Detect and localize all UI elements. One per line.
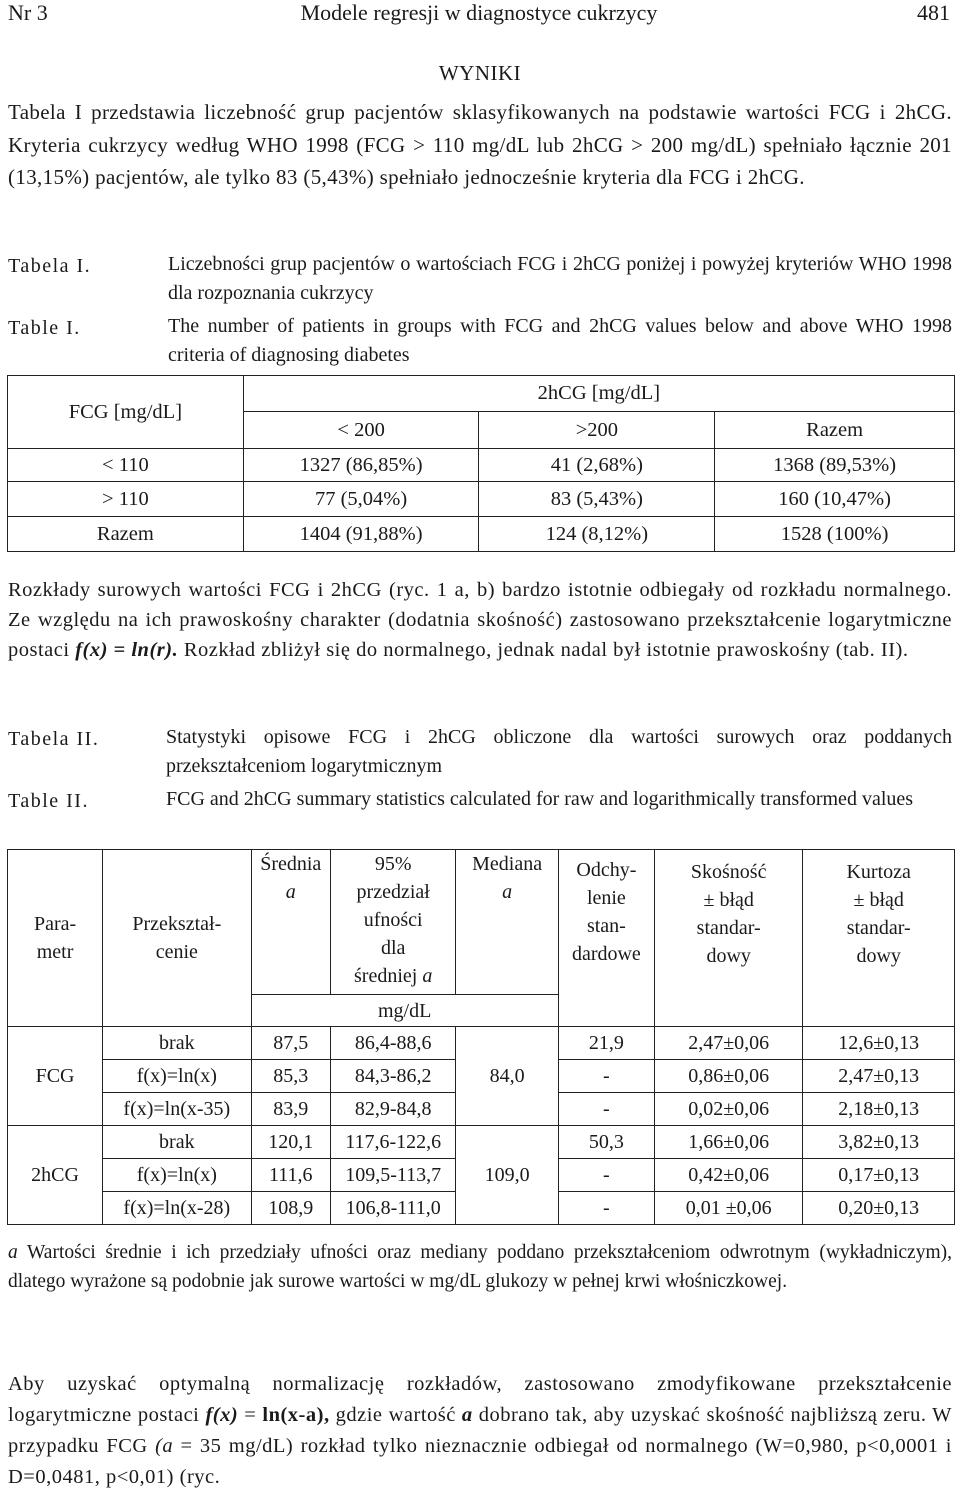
- table2-kurt: 2,18±0,13: [803, 1093, 955, 1126]
- table1-col-group: 2hCG [mg/dL]: [243, 376, 954, 412]
- table2-kurt: 3,82±0,13: [803, 1126, 955, 1159]
- table1-caption-pl: Liczebności grup pacjentów o wartościach FCG i 2hCG poniżej i powyżej kryteriów WHO 1998 dla rozpoznania cukrzycy: [168, 253, 952, 304]
- table2-mean: 111,6: [251, 1159, 330, 1192]
- table1-row-label: Razem: [8, 517, 244, 552]
- table1-cell: 83 (5,43%): [479, 482, 715, 517]
- table2-param: 2hCG: [8, 1126, 103, 1225]
- table2-transform: f(x)=ln(x): [103, 1159, 251, 1192]
- table1-row-header: FCG [mg/dL]: [8, 376, 244, 449]
- table2-caption-pl: Statystyki opisowe FCG i 2hCG obliczone dla wartości surowych oraz poddanych przekształceniom logarytmicznym: [166, 726, 952, 777]
- table1-cell: 1327 (86,85%): [243, 449, 479, 482]
- table2: [7, 849, 955, 1225]
- issue-number: Nr 3: [8, 0, 48, 25]
- results-paragraph-1: Tabela I przedstawia liczebność grup pacjentów sklasyfikowanych na podstawie wartości FCG i 2hCG. Kryteria cukrzycy według WHO 1998 (FCG > 110 mg/dL lub 2hCG > 200 mg/dL) spełniało łącznie 201 (13,15%) pacjentów, ale tylko 83 (5,43%) spełniało jednocześnie kryteria dla FCG i 2hCG.: [8, 100, 952, 189]
- table1-label-pl: Tabela I.: [8, 255, 92, 277]
- formula: a: [461, 1404, 473, 1426]
- table2-transform: brak: [103, 1027, 251, 1060]
- table2-median: 109,0: [456, 1126, 558, 1225]
- table1-col-header: < 200: [243, 412, 479, 449]
- table2-label-en: Table II.: [8, 790, 89, 812]
- table2-header-unit: mg/dL: [251, 995, 558, 1027]
- table2-skew: 2,47±0,06: [654, 1027, 802, 1060]
- table2-mean: 108,9: [251, 1192, 330, 1225]
- paragraph3-text: dobrano tak, aby uzyskać skośność najbliższą zeru. W przypadku FCG: [8, 1404, 953, 1457]
- table2-header-sd: Odchy- lenie stan- dardowe: [558, 850, 654, 1027]
- table2-skew: 1,66±0,06: [654, 1126, 802, 1159]
- table2-kurt: 2,47±0,13: [803, 1060, 955, 1093]
- table2-footnote: [8, 1238, 952, 1296]
- table2-transform: f(x)=ln(x-28): [103, 1192, 251, 1225]
- table-row: [8, 1126, 955, 1159]
- footnote-marker: a: [8, 1242, 18, 1263]
- table2-header-mean: Średnia a: [251, 850, 330, 995]
- paragraph3-text: gdzie wartość: [329, 1404, 462, 1426]
- table-row: [8, 449, 955, 482]
- table2-caption: [8, 723, 952, 847]
- table2-header-param: Para- metr: [8, 850, 103, 1027]
- table1-cell: 1528 (100%): [715, 517, 955, 552]
- table2-ci: 82,9-84,8: [330, 1093, 455, 1126]
- table2-ci: 109,5-113,7: [330, 1159, 455, 1192]
- table2-header-transform: Przekształ- cenie: [103, 850, 251, 1027]
- footnote-text: Wartości średnie i ich przedziały ufności oraz mediany poddano przekształceniom odwrotnym (wykładniczym), dlatego wyrażone są podobnie jak surowe wartości w mg/dL glukozy w pełnej krwi włośniczkowej.: [8, 1242, 952, 1292]
- table2-transform: brak: [103, 1126, 251, 1159]
- table1: [7, 375, 955, 552]
- table-row: [8, 482, 955, 517]
- running-title: Modele regresji w diagnostyce cukrzycy: [300, 0, 658, 25]
- table2-skew: 0,42±0,06: [654, 1159, 802, 1192]
- table2-median: 84,0: [456, 1027, 558, 1126]
- table2-kurt: 0,17±0,13: [803, 1159, 955, 1192]
- table2-ci: 86,4-88,6: [330, 1027, 455, 1060]
- table1-cell: 1404 (91,88%): [243, 517, 479, 552]
- paragraph3-text: =: [238, 1404, 263, 1426]
- table1-cell: 77 (5,04%): [243, 482, 479, 517]
- table2-mean: 120,1: [251, 1126, 330, 1159]
- table1-cell: 1368 (89,53%): [715, 449, 955, 482]
- table1-col-header: >200: [479, 412, 715, 449]
- table2-caption-en: FCG and 2hCG summary statistics calculated for raw and logarithmically transformed values: [166, 788, 914, 810]
- table2-label-pl: Tabela II.: [8, 728, 100, 750]
- table1-cell: 41 (2,68%): [479, 449, 715, 482]
- table2-ci: 106,8-111,0: [330, 1192, 455, 1225]
- table1-col-header: Razem: [715, 412, 955, 449]
- table2-mean: 87,5: [251, 1027, 330, 1060]
- table2-sd: -: [558, 1060, 654, 1093]
- page-number: 481: [917, 0, 950, 25]
- footnote-marker: a: [502, 881, 513, 903]
- paragraph3-text: Aby uzyskać optymalną normalizację rozkładów, zastosowano zmodyfikowane przekształcenie logarytmiczne postaci: [8, 1373, 952, 1426]
- table-row: [8, 517, 955, 552]
- table2-ci: 84,3-86,2: [330, 1060, 455, 1093]
- table1-cell: 160 (10,47%): [715, 482, 955, 517]
- formula: ln(x-a),: [262, 1404, 330, 1426]
- table2-header-median: Mediana a: [456, 850, 558, 995]
- table2-mean: 83,9: [251, 1093, 330, 1126]
- table2-skew: 0,01 ±0,06: [654, 1192, 802, 1225]
- table2-param: FCG: [8, 1027, 103, 1126]
- formula: (a: [155, 1435, 174, 1457]
- table1-row-label: < 110: [8, 449, 244, 482]
- table2-skew: 0,86±0,06: [654, 1060, 802, 1093]
- table2-sd: -: [558, 1093, 654, 1126]
- paragraph2-text: Rozkład zbliżył się do normalnego, jednak nadal był istotnie prawoskośny (tab. II).: [178, 639, 909, 661]
- table1-caption: [8, 250, 952, 370]
- running-header: [8, 0, 950, 26]
- paragraph2-text: Rozkłady surowych wartości FCG i 2hCG (ryc. 1 a, b) bardzo istotnie odbiegały od rozkładu normalnego. Ze względu na ich prawoskośny charakter (dodatnia skośność) zastosowano przekształcenie logarytmiczne postaci: [8, 579, 952, 661]
- table2-header-skew: Skośność ± błąd standar- dowy: [654, 850, 802, 1027]
- table-row: [8, 1027, 955, 1060]
- results-paragraph-2: [8, 575, 952, 665]
- results-paragraph-3: [8, 1369, 952, 1493]
- footnote-marker: a: [285, 881, 296, 903]
- table1-cell: 124 (8,12%): [479, 517, 715, 552]
- table2-sd: 21,9: [558, 1027, 654, 1060]
- table2-mean: 85,3: [251, 1060, 330, 1093]
- table2-header-ci: 95% przedział ufności dla średniej a: [330, 850, 455, 995]
- table1-label-en: Table I.: [8, 317, 81, 339]
- table2-transform: f(x)=ln(x): [103, 1060, 251, 1093]
- table2-transform: f(x)=ln(x-35): [103, 1093, 251, 1126]
- table2-kurt: 12,6±0,13: [803, 1027, 955, 1060]
- table1-caption-en: The number of patients in groups with FCG and 2hCG values below and above WHO 1998 criteria of diagnosing diabetes: [168, 315, 952, 366]
- table2-kurt: 0,20±0,13: [803, 1192, 955, 1225]
- table2-sd: 50,3: [558, 1126, 654, 1159]
- formula: f(x): [205, 1404, 239, 1426]
- table2-header-kurt: Kurtoza ± błąd standar- dowy: [803, 850, 955, 1027]
- table2-sd: -: [558, 1192, 654, 1225]
- table1-row-label: > 110: [8, 482, 244, 517]
- table2-skew: 0,02±0,06: [654, 1093, 802, 1126]
- footnote-marker: a: [422, 965, 433, 987]
- section-title: WYNIKI: [438, 61, 522, 85]
- table2-sd: -: [558, 1159, 654, 1192]
- table2-ci: 117,6-122,6: [330, 1126, 455, 1159]
- formula: f(x) = ln(r).: [75, 639, 179, 661]
- paragraph3-text: = 35 mg/dL) rozkład tylko nieznacznie odbiegał od normalnego (W=0,980, p<0,0001 i D=0,0481, p<0,01) (ryc.: [8, 1435, 952, 1488]
